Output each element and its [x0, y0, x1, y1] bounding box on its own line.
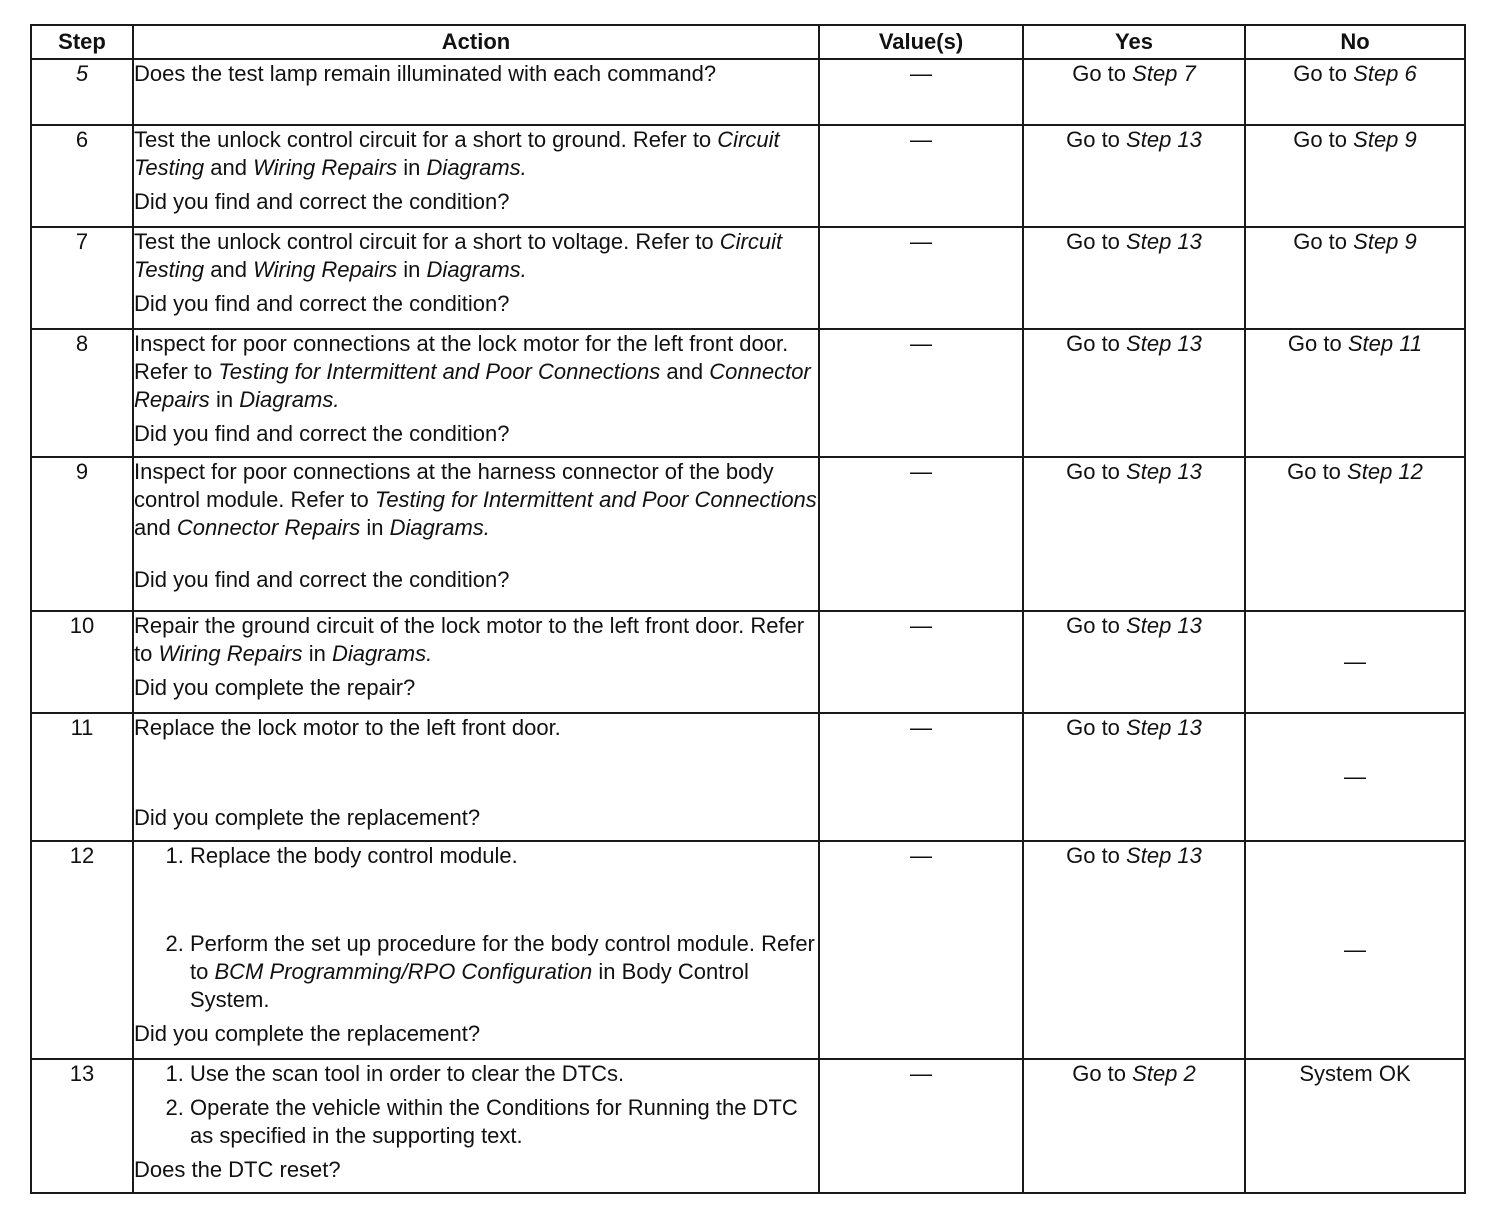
- header-yes: Yes: [1023, 25, 1245, 59]
- action-steps-list: [134, 842, 818, 1014]
- yes-cell: Go to Step 13: [1023, 457, 1245, 611]
- action-cell: [133, 227, 819, 329]
- action-step: 1. Use the scan tool in order to clear the DTCs.: [190, 1060, 818, 1088]
- no-cell: System OK: [1245, 1059, 1465, 1193]
- yes-cell: Go to Step 13: [1023, 125, 1245, 227]
- action-cell: [133, 457, 819, 611]
- action-cell: [133, 713, 819, 841]
- action-question: Did you complete the replacement?: [134, 805, 481, 830]
- table-row: [31, 59, 1465, 125]
- action-text: Test the unlock control circuit for a short to ground. Refer to Circuit Testing and Wiring Repairs in Diagrams.: [134, 127, 780, 180]
- yes-cell: Go to Step 13: [1023, 611, 1245, 713]
- action-text: Test the unlock control circuit for a short to voltage. Refer to Circuit Testing and Wiring Repairs in Diagrams.: [134, 229, 783, 282]
- header-no: No: [1245, 25, 1465, 59]
- no-cell: —: [1245, 611, 1465, 713]
- action-cell: [133, 329, 819, 457]
- table-row: [31, 1059, 1465, 1193]
- action-cell: [133, 125, 819, 227]
- no-cell: Go to Step 6: [1245, 59, 1465, 125]
- step-number: 7: [31, 227, 133, 329]
- value-cell: —: [819, 457, 1023, 611]
- no-cell: Go to Step 11: [1245, 329, 1465, 457]
- action-step: 1. Replace the body control module.: [190, 842, 818, 870]
- action-step: 2. Perform the set up procedure for the body control module. Refer to BCM Programming/RPO Configuration in Body Control System.: [190, 930, 818, 1014]
- yes-cell: Go to Step 13: [1023, 227, 1245, 329]
- step-number: 13: [31, 1059, 133, 1193]
- action-text: Repair the ground circuit of the lock motor to the left front door. Refer to Wiring Repairs in Diagrams.: [134, 613, 805, 666]
- value-cell: —: [819, 329, 1023, 457]
- header-step: Step: [31, 25, 133, 59]
- no-cell: Go to Step 9: [1245, 125, 1465, 227]
- action-question: Did you find and correct the condition?: [134, 421, 510, 446]
- table-row: [31, 125, 1465, 227]
- action-cell: [133, 611, 819, 713]
- header-row: [31, 25, 1465, 59]
- value-cell: —: [819, 841, 1023, 1059]
- yes-cell: Go to Step 2: [1023, 1059, 1245, 1193]
- action-step: 2. Operate the vehicle within the Conditions for Running the DTC as specified in the supporting text.: [190, 1094, 818, 1150]
- action-question: Did you complete the repair?: [134, 675, 416, 700]
- table-row: [31, 713, 1465, 841]
- step-number: 11: [31, 713, 133, 841]
- step-number: 5: [31, 59, 133, 125]
- action-question: Did you find and correct the condition?: [134, 567, 510, 592]
- value-cell: —: [819, 227, 1023, 329]
- step-number: 6: [31, 125, 133, 227]
- yes-cell: Go to Step 13: [1023, 841, 1245, 1059]
- action-cell: [133, 841, 819, 1059]
- header-action: Action: [133, 25, 819, 59]
- value-cell: —: [819, 125, 1023, 227]
- step-number: 9: [31, 457, 133, 611]
- step-number: 12: [31, 841, 133, 1059]
- header-values: Value(s): [819, 25, 1023, 59]
- diagnostic-table: [30, 24, 1466, 1194]
- step-number: 10: [31, 611, 133, 713]
- action-question: Did you find and correct the condition?: [134, 189, 510, 214]
- action-text: Inspect for poor connections at the lock motor for the left front door. Refer to Testing for Intermittent and Poor Connections and Connector Repairs in Diagrams.: [134, 331, 811, 412]
- action-question: Does the DTC reset?: [134, 1157, 341, 1182]
- table-row: [31, 329, 1465, 457]
- action-question: Did you find and correct the condition?: [134, 291, 510, 316]
- table-row: [31, 611, 1465, 713]
- action-question: Did you complete the replacement?: [134, 1021, 481, 1046]
- action-text: Does the test lamp remain illuminated with each command?: [134, 61, 717, 86]
- action-text: Inspect for poor connections at the harness connector of the body control module. Refer to Testing for Intermittent and Poor Connections and Connector Repairs in Diagrams.: [134, 459, 817, 540]
- table-row: [31, 457, 1465, 611]
- action-cell: [133, 1059, 819, 1193]
- action-text: Replace the lock motor to the left front door.: [134, 715, 561, 740]
- no-cell: —: [1245, 713, 1465, 841]
- no-cell: Go to Step 12: [1245, 457, 1465, 611]
- table-row: [31, 227, 1465, 329]
- step-number: 8: [31, 329, 133, 457]
- table-row: [31, 841, 1465, 1059]
- no-cell: —: [1245, 841, 1465, 1059]
- yes-cell: Go to Step 13: [1023, 329, 1245, 457]
- action-cell: [133, 59, 819, 125]
- value-cell: —: [819, 713, 1023, 841]
- value-cell: —: [819, 1059, 1023, 1193]
- yes-cell: Go to Step 7: [1023, 59, 1245, 125]
- value-cell: —: [819, 611, 1023, 713]
- action-steps-list: [134, 1060, 818, 1150]
- yes-cell: Go to Step 13: [1023, 713, 1245, 841]
- value-cell: —: [819, 59, 1023, 125]
- no-cell: Go to Step 9: [1245, 227, 1465, 329]
